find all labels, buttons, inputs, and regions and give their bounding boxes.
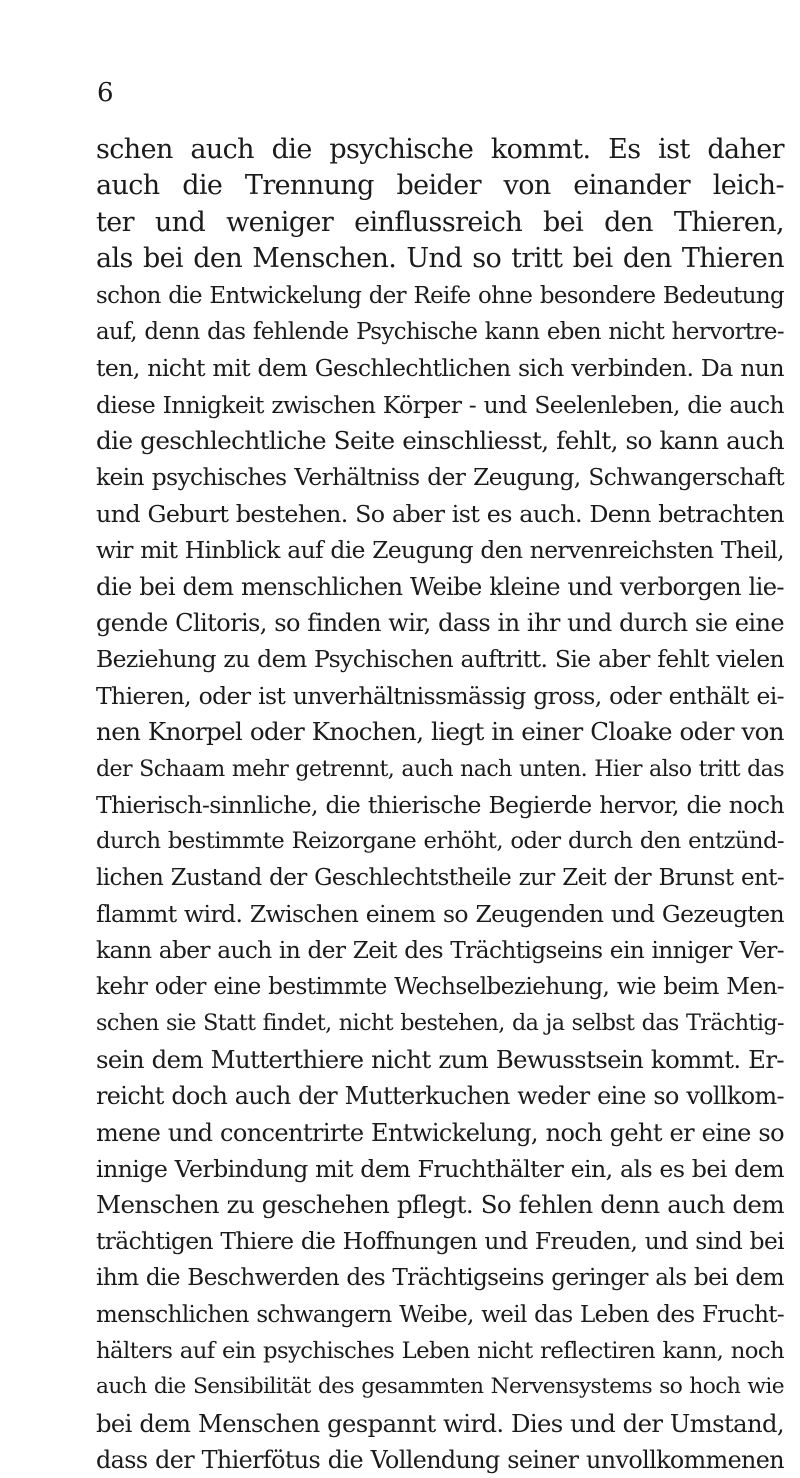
text-line: diese Innigkeit zwischen Körper - und Seelenleben, die auch xyxy=(96,390,784,419)
text-line: ihm die Beschwerden des Trächtigseins geringer als bei dem xyxy=(96,1265,784,1292)
text-line: sein dem Mutterthiere nicht zum Bewusstsein kommt. Er- xyxy=(96,1044,784,1074)
text-line: Beziehung zu dem Psychischen auftritt. Sie aber fehlt vielen xyxy=(96,645,784,674)
text-line: nen Knorpel oder Knochen, liegt in einer Cloake oder von xyxy=(96,717,784,747)
text-line: schon die Entwickelung der Reife ohne besondere Bedeutung xyxy=(96,282,784,309)
text-line: mene und concentrirte Entwickelung, noch geht er eine so xyxy=(96,1118,784,1147)
text-line: durch bestimmte Reizorgane erhöht, oder durch den entzünd- xyxy=(96,828,784,855)
text-line: reicht doch auch der Mutterkuchen weder eine so vollkom- xyxy=(96,1082,784,1111)
text-line: die geschlechtliche Seite einschliesst, fehlt, so kann auch xyxy=(96,426,784,456)
text-line: als bei den Menschen. Und so tritt bei den Thieren xyxy=(96,243,784,275)
text-line: trächtigen Thiere die Hoffnungen und Freuden, und sind bei xyxy=(96,1227,784,1255)
text-line: der Schaam mehr getrennt, auch nach unten. Hier also tritt das xyxy=(96,755,784,782)
text-line: lichen Zustand der Geschlechtstheile zur Zeit der Brunst ent- xyxy=(96,864,784,891)
text-line: Menschen zu geschehen pflegt. So fehlen denn auch dem xyxy=(96,1190,784,1220)
text-line: ten, nicht mit dem Geschlechtlichen sich verbinden. Da nun xyxy=(96,354,784,383)
text-line: und Geburt bestehen. So aber ist es auch. Denn betrachten xyxy=(96,499,784,528)
text-line: kein psychisches Verhältniss der Zeugung, Schwangerschaft xyxy=(96,463,784,491)
text-line: auch die Trennung beider von einander leich- xyxy=(96,170,784,202)
text-line: dass der Thierfötus die Vollendung seiner unvollkommenen xyxy=(96,1446,784,1475)
text-line: hälters auf ein psychisches Leben nicht reflectiren kann, noch xyxy=(96,1337,784,1364)
text-line: Thierisch-sinnliche, die thierische Begierde hervor, die noch xyxy=(96,791,784,820)
text-line: innige Verbindung mit dem Fruchthälter ein, als es bei dem xyxy=(96,1154,784,1183)
text-line: die bei dem menschlichen Weibe kleine und verborgen lie- xyxy=(96,572,784,601)
page-number: 6 xyxy=(97,78,114,108)
text-line: auch die Sensibilität des gesammten Nervensystems so hoch wie xyxy=(96,1374,784,1400)
text-line: Thieren, oder ist unverhältnissmässig gross, oder enthält ei- xyxy=(96,681,784,710)
text-line: kehr oder eine bestimmte Wechselbeziehung, wie beim Men- xyxy=(96,973,784,1000)
text-line: menschlichen schwangern Weibe, weil das Leben des Frucht- xyxy=(96,1301,784,1328)
text-line: ter und weniger einflussreich bei den Thieren, xyxy=(96,206,784,238)
text-line: wir mit Hinblick auf die Zeugung den nervenreichsten Theil, xyxy=(96,536,784,565)
text-line: auf, denn das fehlende Psychische kann eben nicht hervortre- xyxy=(96,318,784,345)
text-line: schen auch die psychische kommt. Es ist daher xyxy=(96,134,784,165)
text-line: gende Clitoris, so finden wir, dass in ihr und durch sie eine xyxy=(96,609,784,638)
text-line: kann aber auch in der Zeit des Trächtigseins ein inniger Ver- xyxy=(96,936,784,964)
text-line: bei dem Menschen gespannt wird. Dies und der Umstand, xyxy=(96,1408,784,1438)
body-text xyxy=(96,132,784,1478)
text-line: schen sie Statt findet, nicht bestehen, da ja selbst das Trächtig- xyxy=(96,1010,784,1037)
text-line: flammt wird. Zwischen einem so Zeugenden und Gezeugten xyxy=(96,900,784,929)
